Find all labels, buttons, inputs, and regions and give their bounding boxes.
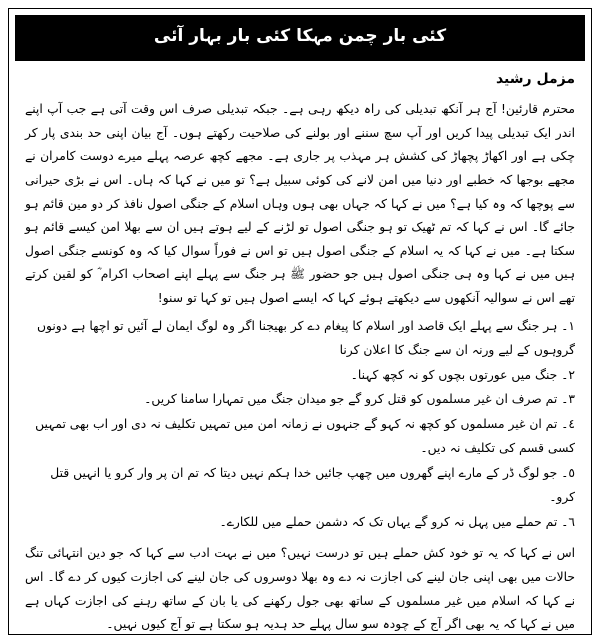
list-item: ٣۔ تم صرف ان غیر مسلموں کو قتل کرو گے جو میدان جنگ میں تمہارا سامنا کریں۔ <box>144 392 575 407</box>
page-title: کئی بار چمن مہکا کئی بار بہار آئی <box>153 26 447 46</box>
list-item: ٦۔ تم حملے میں پہل نہ کرو گے یہاں تک کہ دشمن حملے میں للکارے۔ <box>219 515 575 530</box>
page-inner-content <box>15 15 585 632</box>
page-border-frame <box>8 8 592 635</box>
list-item: ٤۔ تم ان غیر مسلموں کو کچھ نہ کہو گے جنہوں نے زمانہ امن میں تمہیں تکلیف نہ دی اور اب بھی تمہیں کسی قسم کی تکلیف نہ دیں۔ <box>35 417 575 456</box>
closing-section <box>25 542 575 636</box>
list-item: ١۔ ہر جنگ سے پہلے ایک قاصد اور اسلام کا پیغام دے کر بھیجنا اگر وہ لوگ ایمان لے آئیں تو اچھا ہے دونوں گروہوں کے لیے ورنہ ان سے جنگ کا اعلان کرنا <box>36 318 575 357</box>
article-title-bar <box>15 15 585 61</box>
paragraph-closing: اس نے کہا کہ یہ تو خود کش حملے ہیں تو درست نہیں؟ میں نے بہت ادب سے کہا کہ جو دین انتہائی تنگ حالات میں بھی اپنی جان لینے کی اجازت نہ دے وہ بھلا دوسروں کی جان لینے کی اجازت کیوں کر دے گا۔ اس نے کہا کہ اسلام میں غیر مسلموں کے ساتھ بھی جول رکھنے کی یا بان کے ساتھ رہنے کی اجازت کہاں ہے میں نے کہا کہ یہ بھی اگر آج کے چودہ سو سال پہلے حد ہدیہ ہو سکتا ہے تو آج کیوں نہیں۔ <box>25 546 575 632</box>
list-item: ٥۔ جو لوگ ڈر کے مارے اپنے گھروں میں چھپ جائیں خدا ہکم نہیں دیتا کہ تم ان پر وار کرو یا انہیں قتل کرو۔ <box>50 466 575 505</box>
war-principles-list <box>25 315 575 536</box>
list-item: ٢۔ جنگ میں عورتوں بچوں کو نہ کچھ کہنا۔ <box>350 367 575 382</box>
paragraph-intro: محترم قارئین! آج ہر آنکھ تبدیلی کی راہ دیکھ رہی ہے۔ جبکہ تبدیلی صرف اس وقت آتی ہے جب آپ اپنے اندر ایک تبدیلی پیدا کریں اور آپ سچ سننے اور بولنے کی صلاحیت رکھتے ہوں۔ آج بیان اپنی حد بندی پار کر چکی ہے اور اکھاڑ پچھاڑ کی کشش ہر مہذب پر جاری ہے۔ مجھے کچھ عرصہ پہلے میرے دوست کامران نے مجھے بوجھا کہ خطبے اور دنیا میں امن لانے کی کوئی سبیل ہے؟ تو میں نے کہا کہ ہاں۔ اس نے بڑی حیرانی سے پوچھا کہ وہ کیا ہے؟ میں نے کہا کہ جہاں بھی ہوں وہاں اسلام کے جنگی اصول نافذ کر دو مین قائم ہو جائے گا۔ اس نے کہا کہ تم ٹھیک تو ہو جنگی اصول تو لڑنے کے لیے ہوتے ہیں ان سے بھلا امن کیسے قائم ہو سکتا ہے۔ میں نے کہا کہ یہ اسلام کے جنگی اصول ہیں تو اس نے فوراً سوال کیا کہ وہ کونسے جنگی اصول ہیں میں نے کہا وہ ہی جنگی اصول ہیں جو حضور ﷺ ہر جنگ سے پہلے اپنے اصحاب اکرام ؓ کو لقین کرتے تھے اس نے سوالیہ آنکھوں سے دیکھتے ہوئے کہا کہ ایسے اصول ہیں تو کہا تو سنو! <box>25 102 575 305</box>
author-byline: مزمل رشید <box>495 70 575 87</box>
article-body <box>15 61 585 641</box>
